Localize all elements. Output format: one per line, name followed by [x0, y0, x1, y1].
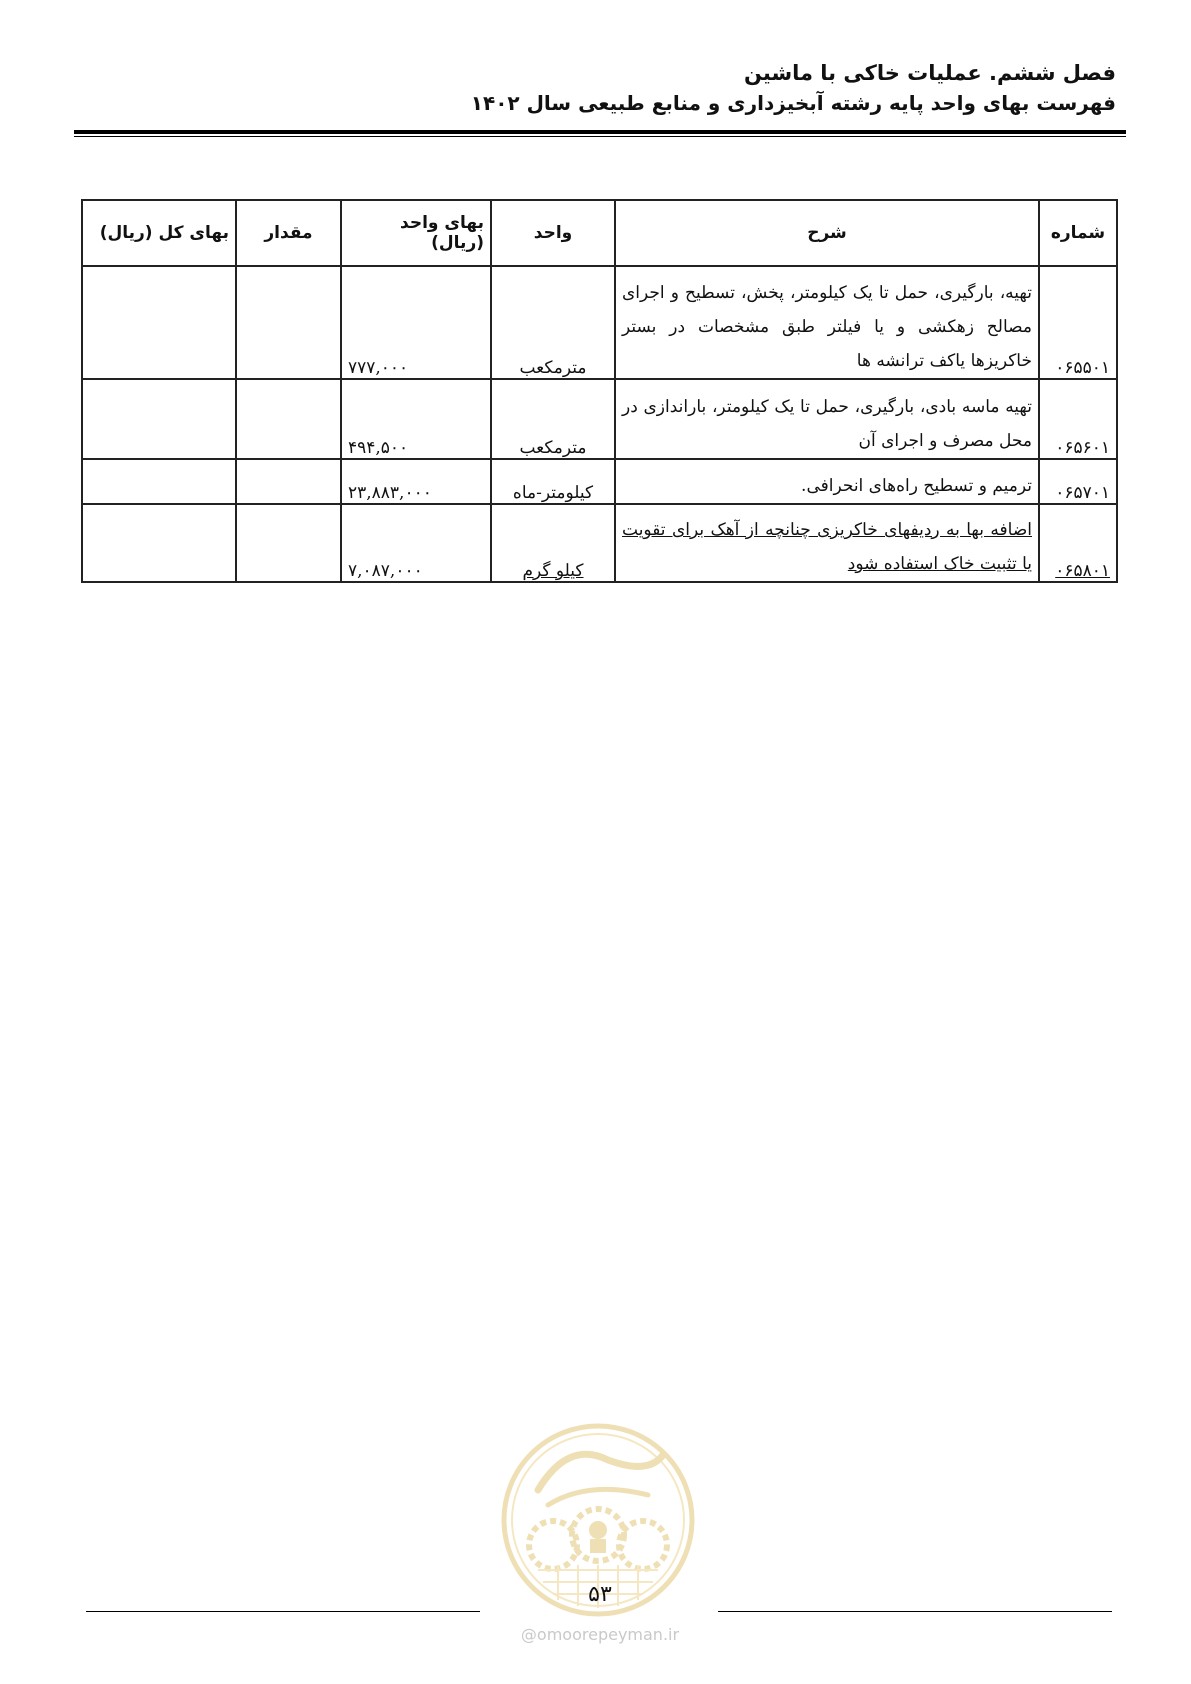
table-row: [82, 266, 1117, 379]
row-code: ۰۶۵۶۰۱: [1039, 379, 1117, 459]
column-header-quantity: مقدار: [236, 200, 341, 266]
column-header-unit: واحد: [491, 200, 615, 266]
table-row: [82, 459, 1117, 504]
row-code: ۰۶۵۸۰۱: [1039, 504, 1117, 582]
row-total-price: [82, 379, 236, 459]
chapter-title: فصل ششم. عملیات خاکی با ماشین: [743, 61, 1116, 85]
footer-rule-left: [86, 1611, 480, 1612]
row-unit-price: ۴۹۴,۵۰۰: [341, 379, 491, 459]
table-row: [82, 504, 1117, 582]
row-quantity: [236, 379, 341, 459]
row-code: ۰۶۵۷۰۱: [1039, 459, 1117, 504]
column-header-description: شرح: [615, 200, 1039, 266]
column-header-code: شماره: [1039, 200, 1117, 266]
row-unit: کیلو گرم: [491, 504, 615, 582]
row-description: ترمیم و تسطیح راه‌های انحرافی.: [615, 459, 1039, 504]
footer-rule-right: [718, 1611, 1112, 1612]
row-unit-price: ۲۳,۸۸۳,۰۰۰: [341, 459, 491, 504]
row-description: تهیه، بارگیری، حمل تا یک کیلومتر، پخش، تسطیح و اجرای مصالح زهکشی و یا فیلتر طبق مشخصات در بستر خاکریزها یاکف ترانشه ها: [615, 266, 1039, 379]
row-code: ۰۶۵۵۰۱: [1039, 266, 1117, 379]
row-total-price: [82, 266, 236, 379]
watermark-url: @omoorepeyman.ir: [520, 1625, 680, 1644]
header-rule-thin: [74, 136, 1126, 137]
row-unit: مترمکعب: [491, 379, 615, 459]
header-rule-thick: [74, 130, 1126, 134]
document-title: فهرست بهای واحد پایه رشته آبخیزداری و منابع طبیعی سال ۱۴۰۲: [470, 91, 1116, 115]
row-unit: کیلومتر-ماه: [491, 459, 615, 504]
row-description: اضافه بها به ردیفهای خاکریزی چنانچه از آهک برای تقویت یا تثبیت خاک استفاده شود: [615, 504, 1039, 582]
table-row: [82, 379, 1117, 459]
column-header-total-price: بهای کل (ریال): [82, 200, 236, 266]
page-number: ۵۳: [588, 1582, 612, 1607]
price-list-table: [81, 199, 1118, 583]
row-quantity: [236, 266, 341, 379]
row-quantity: [236, 504, 341, 582]
row-quantity: [236, 459, 341, 504]
row-unit-price: ۷,۰۸۷,۰۰۰: [341, 504, 491, 582]
table-header-row: [82, 200, 1117, 266]
page-header: [66, 58, 1116, 118]
row-unit-price: ۷۷۷,۰۰۰: [341, 266, 491, 379]
row-total-price: [82, 459, 236, 504]
row-total-price: [82, 504, 236, 582]
row-unit: مترمکعب: [491, 266, 615, 379]
column-header-unit-price: بهای واحد (ریال): [341, 200, 491, 266]
row-description: تهیه ماسه بادی، بارگیری، حمل تا یک کیلومتر، باراندازی در محل مصرف و اجرای آن: [615, 379, 1039, 459]
